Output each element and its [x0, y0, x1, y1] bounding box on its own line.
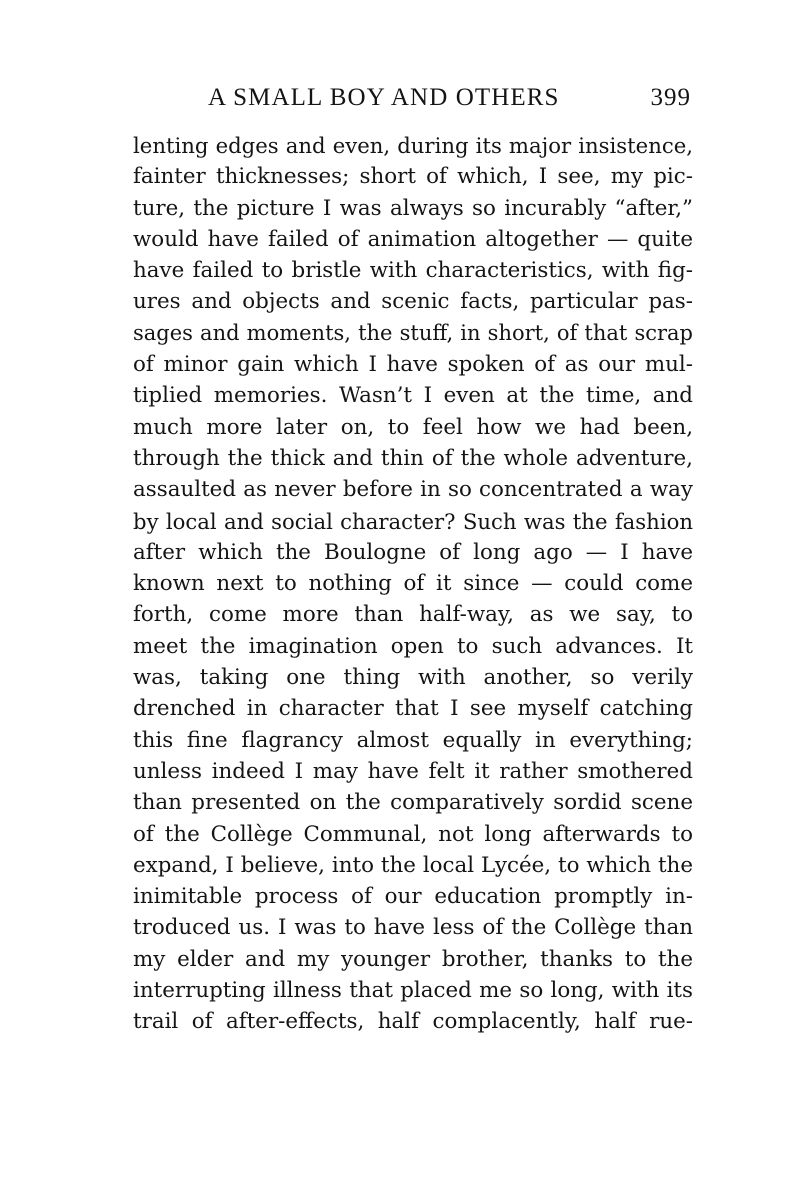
text-line: meet the imagination open to such advances. It: [133, 633, 693, 659]
text-line: known next to nothing of it since — could come: [133, 571, 693, 597]
text-line: forth, come more than half-way, as we say, to: [133, 602, 693, 628]
text-line: through the thick and thin of the whole adventure,: [133, 445, 693, 471]
running-title: A SMALL BOY AND OTHERS: [208, 84, 560, 111]
text-line: ture, the picture I was always so incurably “after,”: [133, 195, 693, 221]
text-line: lenting edges and even, during its major insistence,: [133, 133, 693, 158]
text-line: interrupting illness that placed me so long, with its: [133, 978, 693, 1004]
text-line: drenched in character that I see myself catching: [133, 696, 693, 722]
text-line: than presented on the comparatively sordid scene: [133, 790, 693, 816]
text-line: sages and moments, the stuff, in short, of that scrap: [133, 320, 693, 345]
text-line: of minor gain which I have spoken of as our mul-: [133, 352, 693, 378]
text-line: was, taking one thing with another, so verily: [133, 665, 693, 691]
text-line: after which the Boulogne of long ago — I have: [133, 539, 693, 565]
text-line: inimitable process of our education promptly in-: [133, 884, 693, 910]
text-line: would have failed of animation altogether — quite: [133, 226, 693, 252]
running-head: [133, 82, 693, 116]
text-line: fainter thicknesses; short of which, I see, my pic-: [133, 164, 693, 190]
text-line: assaulted as never before in so concentrated a way: [133, 477, 693, 503]
text-line: ures and objects and scenic facts, particular pas-: [133, 289, 693, 315]
text-line: unless indeed I may have felt it rather smothered: [133, 758, 693, 784]
text-line: by local and social character? Such was the fashion: [133, 508, 693, 534]
text-line: tiplied memories. Wasn’t I even at the time, and: [133, 383, 693, 409]
text-line: of the Collège Communal, not long afterwards to: [133, 821, 693, 847]
text-line: my elder and my younger brother, thanks to the: [133, 946, 693, 972]
text-line: trail of after-effects, half complacently, half rue-: [133, 1009, 693, 1035]
text-line: much more later on, to feel how we had been,: [133, 414, 693, 440]
text-line: troduced us. I was to have less of the Collège than: [133, 915, 693, 941]
text-line: expand, I believe, into the local Lycée, to which the: [133, 852, 693, 878]
text-line: have failed to bristle with characteristics, with fig-: [133, 258, 693, 284]
text-line: this fine flagrancy almost equally in everything;: [133, 727, 693, 753]
body-text: [133, 130, 693, 1038]
page-number: 399: [650, 84, 691, 111]
